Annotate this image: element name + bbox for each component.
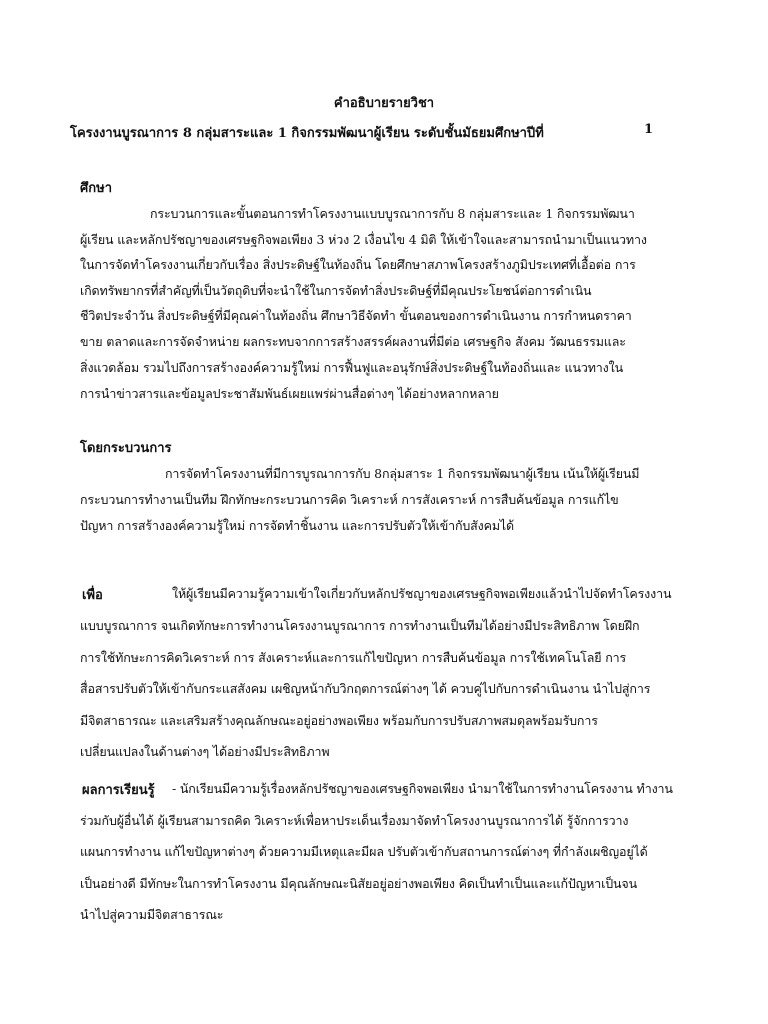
paragraph-line: เป็นอย่างดี มีทักษะในการทำโครงงาน มีคุณลักษณะนิสัยอยู่อย่างพอเพียง คิดเป็นทำเป็นและแก้ปัญหาเป็นจน: [80, 876, 637, 891]
paragraph-line: ชีวิตประจำวัน สิ่งประดิษฐ์ที่มีคุณค่าในท้องถิ่น ศึกษาวิธีจัดทำ ขั้นตอนของการดำเนินงาน การกำหนดราคา: [80, 308, 632, 323]
paragraph-line: ผู้เรียน และหลักปรัชญาของเศรษฐกิจพอเพียง 3 ห่วง 2 เงื่อนไข 4 มิติ ให้เข้าใจและสามารถนำมาเป็นแนวทาง: [80, 232, 647, 247]
paragraph-line: การจัดทำโครงงานที่มีการบูรณาการกับ 8กลุ่มสาระ 1 กิจกรรมพัฒนาผู้เรียน เน้นให้ผู้เรียนมี: [165, 466, 640, 481]
paragraph-line: ในการจัดทำโครงงานเกี่ยวกับเรื่อง สิ่งประดิษฐ์ในท้องถิ่น โดยศึกษาสภาพโครงสร้างภูมิประเทศที่เอื้อต่อ การ: [80, 257, 636, 272]
paragraph-line: เปลี่ยนแปลงในด้านต่างๆ ได้อย่างมีประสิทธิภาพ: [80, 744, 330, 759]
paragraph-line: ขาย ตลาดและการจัดจำหน่าย ผลกระทบจากการสร้างสรรค์ผลงานที่มีต่อ เศรษฐกิจ สังคม วัฒนธรรมและ: [80, 334, 626, 349]
paragraph-line: สิ่งแวดล้อม รวมไปถึงการสร้างองค์ความรู้ใหม่ การฟื้นฟูและอนุรักษ์สิ่งประดิษฐ์ในท้องถิ่นและ แนวทางใน: [80, 360, 623, 375]
section-heading-process: โดยกระบวนการ: [80, 441, 172, 456]
paragraph-line: แบบบูรณาการ จนเกิดทักษะการทำงานโครงงานบูรณาการ การทำงานเป็นทีมได้อย่างมีประสิทธิภาพ โดยฝึก: [80, 618, 640, 633]
paragraph-line: เกิดทรัพยากรที่สำคัญที่เป็นวัตถุดิบที่จะนำใช้ในการจัดทำสิ่งประดิษฐ์ที่มีคุณประโยชน์ต่อการดำเนิน: [80, 283, 592, 298]
paragraph-line: กระบวนการทำงานเป็นทีม ฝึกทักษะกระบวนการคิด วิเคราะห์ การสังเคราะห์ การสืบค้นข้อมูล การแก้ไข: [80, 492, 619, 507]
section-heading-study: ศึกษา: [80, 181, 112, 196]
paragraph-line: การนำข่าวสารและข้อมูลประชาสัมพันธ์เผยแพร่ผ่านสื่อต่างๆ ได้อย่างหลากหลาย: [80, 386, 499, 401]
document-title: คำอธิบายรายวิชา: [333, 96, 435, 111]
paragraph-line: - นักเรียนมีความรู้เรื่องหลักปรัชญาของเศรษฐกิจพอเพียง นำมาใช้ในการทำงานโครงงาน ทำงาน: [172, 781, 673, 796]
section-label-purpose: เพื่อ: [82, 588, 103, 603]
paragraph-line: ปัญหา การสร้างองค์ความรู้ใหม่ การจัดทำชิ้นงาน และการปรับตัวให้เข้ากับสังคมได้: [80, 518, 515, 533]
section-label-outcome: ผลการเรียนรู้: [82, 783, 155, 798]
paragraph-line: ให้ผู้เรียนมีความรู้ความเข้าใจเกี่ยวกับหลักปรัชญาของเศรษฐกิจพอเพียงแล้วนำไปจัดทำโครงงาน: [172, 586, 672, 601]
paragraph-line: มีจิตสาธารณะ และเสริมสร้างคุณลักษณะอยู่อย่างพอเพียง พร้อมกับการปรับสภาพสมดุลพร้อมรับการ: [80, 713, 598, 728]
paragraph-line: สื่อสารปรับตัวให้เข้ากับกระแสสังคม เผชิญหน้ากับวิกฤตการณ์ต่างๆ ได้ ควบคู่ไปกับการดำเนินงาน นำไปสู่การ: [80, 681, 651, 696]
paragraph-line: ร่วมกับผู้อื่นได้ ผู้เรียนสามารถคิด วิเคราะห์เพื่อหาประเด็นเรื่องมาจัดทำโครงงานบูรณาการได้ รู้จักการวาง: [80, 813, 629, 828]
subtitle-text: โครงงานบูรณาการ 8 กลุ่มสาระและ 1 กิจกรรมพัฒนาผู้เรียน ระดับชั้นมัธยมศึกษาปีที่: [70, 126, 544, 141]
grade-level: 1: [644, 122, 654, 137]
paragraph-line: นำไปสู่ความมีจิตสาธารณะ: [80, 907, 224, 922]
paragraph-line: แผนการทำงาน แก้ไขปัญหาต่างๆ ด้วยความมีเหตุและมีผล ปรับตัวเข้ากับสถานการณ์ต่างๆ ที่กำลังเผชิญอยู่ได้: [80, 844, 648, 859]
paragraph-line: กระบวนการและขั้นตอนการทำโครงงานแบบบูรณาการกับ 8 กลุ่มสาระและ 1 กิจกรรมพัฒนา: [150, 206, 635, 221]
paragraph-line: การใช้ทักษะการคิดวิเคราะห์ การ สังเคราะห์และการแก้ไขปัญหา การสืบค้นข้อมูล การใช้เทคโนโลยี การ: [80, 650, 627, 665]
document-subtitle: [70, 122, 710, 143]
